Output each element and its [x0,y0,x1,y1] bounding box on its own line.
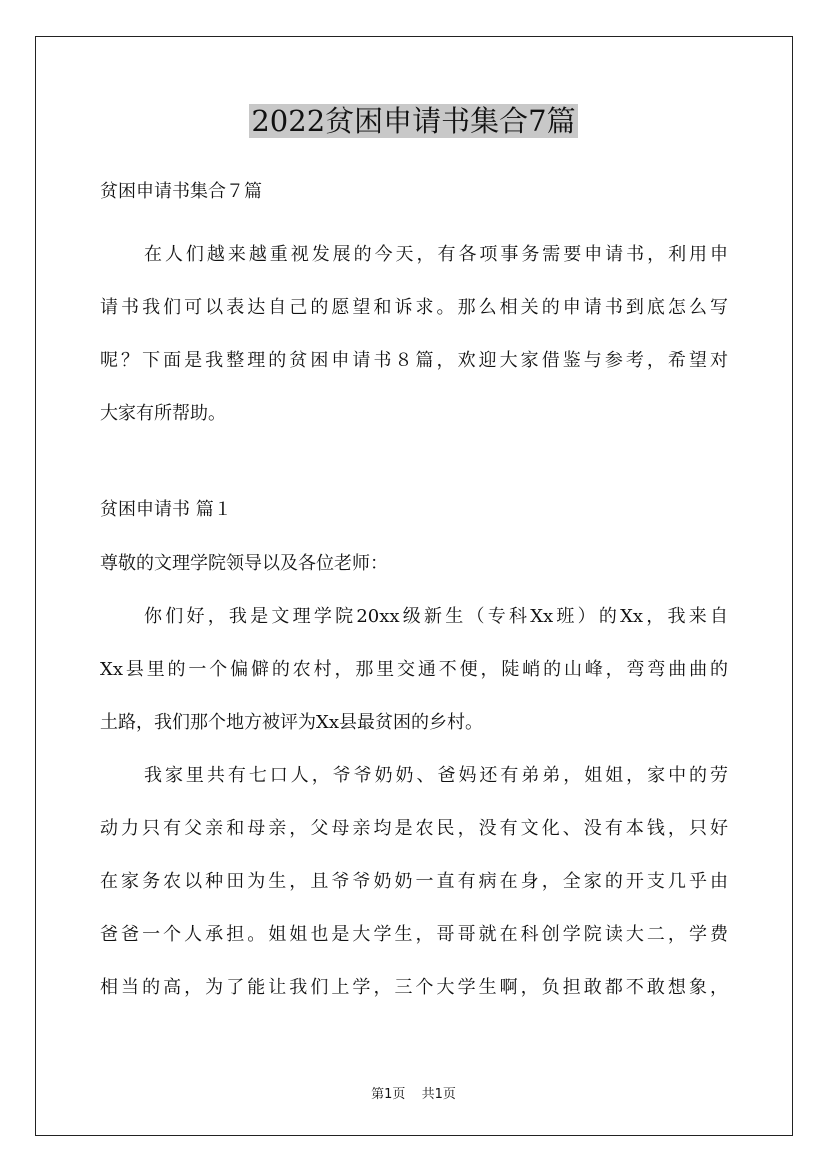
paragraph-line: 动力只有父亲和母亲，父母亲均是农民，没有文化、没有本钱，只好 [100,818,728,839]
greeting: 尊敬的文理学院领导以及各位老师： [100,553,388,574]
paragraph-line: 相当的高，为了能让我们上学，三个大学生啊，负担敢都不敢想象， [100,977,728,998]
paragraph-line: Xx县里的一个偏僻的农村，那里交通不便，陡峭的山峰，弯弯曲曲的 [100,659,728,680]
intro-line: 呢？下面是我整理的贫困申请书８篇，欢迎大家借鉴与参考，希望对 [100,350,728,371]
document-body [100,174,728,1014]
intro-paragraph [100,228,728,440]
paragraph-1 [100,590,728,749]
paragraph-line: 我家里共有七口人，爷爷奶奶、爸妈还有弟弟，姐姐，家中的劳 [144,765,728,786]
intro-line: 在人们越来越重视发展的今天，有各项事务需要申请书，利用申 [144,244,728,265]
page-total: 共1页 [421,1087,456,1102]
paragraph-line: 爸爸一个人承担。姐姐也是大学生，哥哥就在科创学院读大二，学费 [100,924,728,945]
intro-line: 请书我们可以表达自己的愿望和诉求。那么相关的申请书到底怎么写 [100,297,728,318]
page-footer [0,1083,827,1102]
page-number: 第1页 [371,1087,406,1102]
paragraph-2 [100,749,728,1014]
intro-line: 大家有所帮助。 [100,403,226,424]
document-title: 2022贫困申请书集合7篇 [251,104,576,138]
section-heading: 贫困申请书 篇１ [100,499,232,520]
paragraph-line: 在家务农以种田为生，且爷爷奶奶一直有病在身，全家的开支几乎由 [100,871,728,892]
paragraph-line: 土路，我们那个地方被评为Xx县最贫困的乡村。 [100,712,483,733]
paragraph-line: 你们好，我是文理学院20xx级新生（专科Xx班）的Xx，我来自 [144,606,728,627]
subtitle: 贫困申请书集合７篇 [100,181,262,202]
